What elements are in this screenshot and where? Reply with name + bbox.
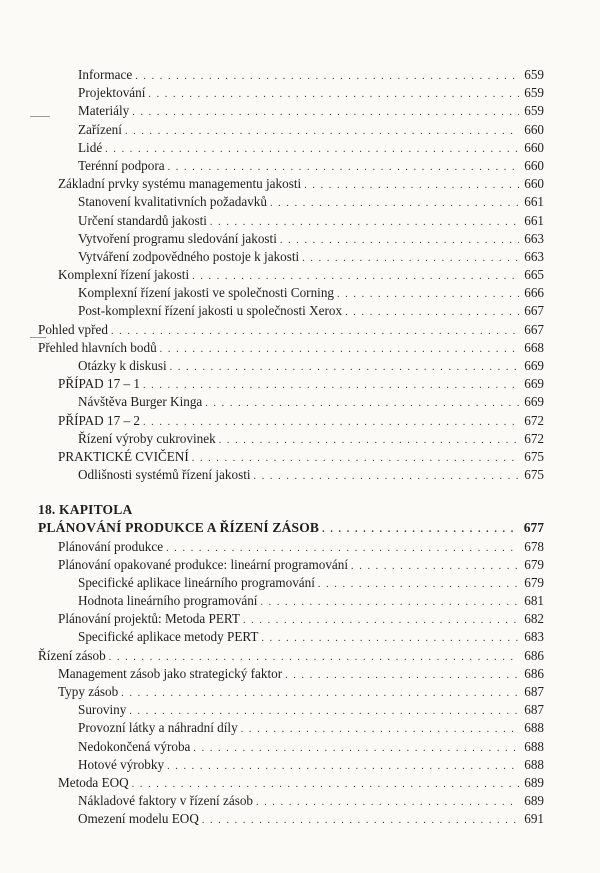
- toc-entry-page-number: 691: [524, 811, 544, 827]
- toc-entry-title: Plánování opakované produkce: lineární programování: [58, 556, 349, 572]
- toc-entry[interactable]: [0, 302, 600, 320]
- toc-entry-page-number: 667: [524, 303, 544, 319]
- toc-entry-page-number: 668: [524, 339, 544, 355]
- toc-entry-page-number: 682: [524, 611, 544, 627]
- toc-entry-title: Terénní podpora: [78, 157, 165, 173]
- toc-entry-title: Provozní látky a náhradní díly: [78, 720, 238, 736]
- chapter-title: PLÁNOVÁNÍ PRODUKCE A ŘÍZENÍ ZÁSOB: [38, 520, 320, 536]
- toc-entry-title: Plánování produkce: [58, 538, 164, 554]
- toc-entry[interactable]: [0, 175, 600, 193]
- toc-entry-title: Specifické aplikace metody PERT: [78, 629, 259, 645]
- toc-entry-title: Vytváření zodpovědného postoje k jakosti: [78, 248, 300, 264]
- toc-entry[interactable]: [0, 212, 600, 230]
- toc-entry[interactable]: [0, 774, 600, 792]
- toc-entry[interactable]: [0, 610, 600, 628]
- toc-entry-page-number: 688: [524, 720, 544, 736]
- toc-entry-page-number: 660: [524, 121, 544, 137]
- toc-entry-page-number: 672: [524, 412, 544, 428]
- chapter-page-number: 677: [523, 520, 544, 536]
- toc-entry[interactable]: [0, 321, 600, 339]
- dot-leader: [202, 812, 519, 830]
- toc-entry[interactable]: [0, 248, 600, 266]
- toc-entry-page-number: 666: [524, 285, 544, 301]
- toc-entry-title: Vytvoření programu sledování jakosti: [78, 230, 277, 246]
- toc-entry[interactable]: [0, 284, 600, 302]
- toc-entry-page-number: 678: [524, 538, 544, 554]
- chapter-label: 18. KAPITOLA: [38, 502, 133, 518]
- toc-entry-page-number: 688: [524, 738, 544, 754]
- toc-entry[interactable]: [0, 628, 600, 646]
- toc-entry-page-number: 659: [524, 103, 544, 119]
- toc-section-previous-chapter: [0, 66, 600, 484]
- toc-entry-page-number: 683: [524, 629, 544, 645]
- toc-entry-page-number: 663: [524, 230, 544, 246]
- toc-entry-title: Suroviny: [78, 702, 127, 718]
- toc-entry-title: Otázky k diskusi: [78, 358, 167, 373]
- toc-entry-page-number: 669: [524, 376, 544, 392]
- toc-entry-title: Komplexní řízení jakosti ve společnosti Corning: [78, 285, 335, 301]
- toc-entry-title: Materiály: [78, 103, 130, 119]
- toc-entry[interactable]: [0, 193, 600, 211]
- toc-entry-title: Projektování: [78, 85, 146, 101]
- toc-entry-title: Odlišnosti systémů řízení jakosti: [78, 467, 251, 483]
- toc-entry-title: Plánování projektů: Metoda PERT: [58, 611, 240, 627]
- toc-section-chapter-18: [0, 538, 600, 829]
- toc-entry-title: PRAKTICKÉ CVIČENÍ: [58, 448, 189, 464]
- toc-entry-page-number: 660: [524, 176, 544, 192]
- toc-entry-title: Hotové výrobky: [78, 756, 165, 772]
- toc-entry[interactable]: [0, 701, 600, 719]
- toc-entry-page-number: 660: [524, 157, 544, 173]
- toc-entry-title: Určení standardů jakosti: [78, 212, 207, 228]
- toc-entry[interactable]: [0, 756, 600, 774]
- toc-entry-title: Přehled hlavních bodů: [38, 339, 157, 355]
- toc-entry-title: Základní prvky systému managementu jakosti: [58, 176, 302, 192]
- toc-entry-page-number: 661: [524, 194, 544, 210]
- toc-entry-page-number: 679: [524, 574, 544, 590]
- toc-entry-page-number: 669: [524, 358, 544, 373]
- table-of-contents: [0, 66, 600, 829]
- toc-entry-title: Řízení výroby cukrovinek: [78, 430, 216, 446]
- toc-entry[interactable]: [0, 448, 600, 466]
- toc-entry[interactable]: [0, 121, 600, 139]
- spacer: [0, 484, 600, 501]
- toc-entry-title: Stanovení kvalitativních požadavků: [78, 194, 267, 210]
- toc-entry-title: Komplexní řízení jakosti: [58, 267, 190, 283]
- toc-entry[interactable]: [0, 412, 600, 430]
- toc-entry-title: Informace: [78, 67, 133, 82]
- toc-entry-title: Řízení zásob: [38, 647, 106, 663]
- toc-entry-title: Post-komplexní řízení jakosti u společnosti Xerox: [78, 303, 343, 319]
- toc-entry-title: Nedokončená výroba: [78, 738, 191, 754]
- toc-entry-page-number: 661: [524, 212, 544, 228]
- toc-entry-title: Pohled vpřed: [38, 321, 108, 337]
- dot-leader: [254, 468, 519, 486]
- toc-entry-page-number: 686: [524, 647, 544, 663]
- toc-entry-title: Zařízení: [78, 121, 122, 137]
- toc-entry-title: Metoda EOQ: [58, 774, 129, 790]
- toc-entry[interactable]: [0, 810, 600, 828]
- toc-entry-page-number: 665: [524, 267, 544, 283]
- toc-entry[interactable]: [0, 683, 600, 701]
- toc-entry-page-number: 659: [524, 67, 544, 82]
- toc-entry-page-number: 688: [524, 756, 544, 772]
- toc-entry-page-number: 672: [524, 430, 544, 446]
- toc-entry-title: Management zásob jako strategický faktor: [58, 665, 283, 681]
- toc-entry[interactable]: [0, 592, 600, 610]
- toc-entry[interactable]: [0, 66, 600, 84]
- toc-entry[interactable]: [0, 230, 600, 248]
- toc-entry-page-number: 667: [524, 321, 544, 337]
- toc-entry[interactable]: [0, 556, 600, 574]
- toc-entry[interactable]: [0, 574, 600, 592]
- toc-entry-title: PŘÍPAD 17 – 2: [58, 412, 140, 428]
- toc-entry[interactable]: [0, 375, 600, 393]
- toc-entry[interactable]: [0, 430, 600, 448]
- toc-entry[interactable]: [0, 665, 600, 683]
- toc-entry[interactable]: [0, 339, 600, 357]
- toc-entry[interactable]: [0, 466, 600, 484]
- toc-entry[interactable]: [0, 647, 600, 665]
- toc-entry[interactable]: [0, 357, 600, 375]
- toc-entry-title: Omezení modelu EOQ: [78, 811, 199, 827]
- toc-entry-title: PŘÍPAD 17 – 1: [58, 376, 140, 392]
- toc-entry-page-number: 687: [524, 684, 544, 699]
- chapter-title-row[interactable]: [0, 519, 600, 537]
- toc-entry[interactable]: [0, 266, 600, 284]
- toc-entry[interactable]: [0, 139, 600, 157]
- toc-entry-page-number: 689: [524, 793, 544, 809]
- toc-entry-title: Nákladové faktory v řízení zásob: [78, 793, 254, 809]
- toc-entry[interactable]: [0, 719, 600, 737]
- toc-entry-title: Lidé: [78, 139, 103, 155]
- toc-entry-page-number: 659: [524, 85, 544, 101]
- toc-entry[interactable]: [0, 84, 600, 102]
- toc-entry[interactable]: [0, 792, 600, 810]
- toc-entry-page-number: 660: [524, 139, 544, 155]
- toc-entry-page-number: 675: [524, 448, 544, 464]
- toc-entry-page-number: 679: [524, 556, 544, 572]
- toc-entry-title: Typy zásob: [58, 684, 119, 699]
- toc-entry-title: Návštěva Burger Kinga: [78, 394, 203, 410]
- toc-entry-page-number: 663: [524, 248, 544, 264]
- toc-entry[interactable]: [0, 102, 600, 120]
- toc-entry[interactable]: [0, 538, 600, 556]
- toc-entry-title: Specifické aplikace lineárního programování: [78, 574, 315, 590]
- toc-entry[interactable]: [0, 738, 600, 756]
- toc-entry[interactable]: [0, 157, 600, 175]
- toc-entry-page-number: 689: [524, 774, 544, 790]
- toc-entry-page-number: 669: [524, 394, 544, 410]
- toc-entry-page-number: 686: [524, 665, 544, 681]
- toc-entry-page-number: 675: [524, 467, 544, 483]
- toc-entry-title: Hodnota lineárního programování: [78, 593, 258, 609]
- toc-entry-page-number: 687: [524, 702, 544, 718]
- toc-entry-page-number: 681: [524, 593, 544, 609]
- toc-entry[interactable]: [0, 393, 600, 411]
